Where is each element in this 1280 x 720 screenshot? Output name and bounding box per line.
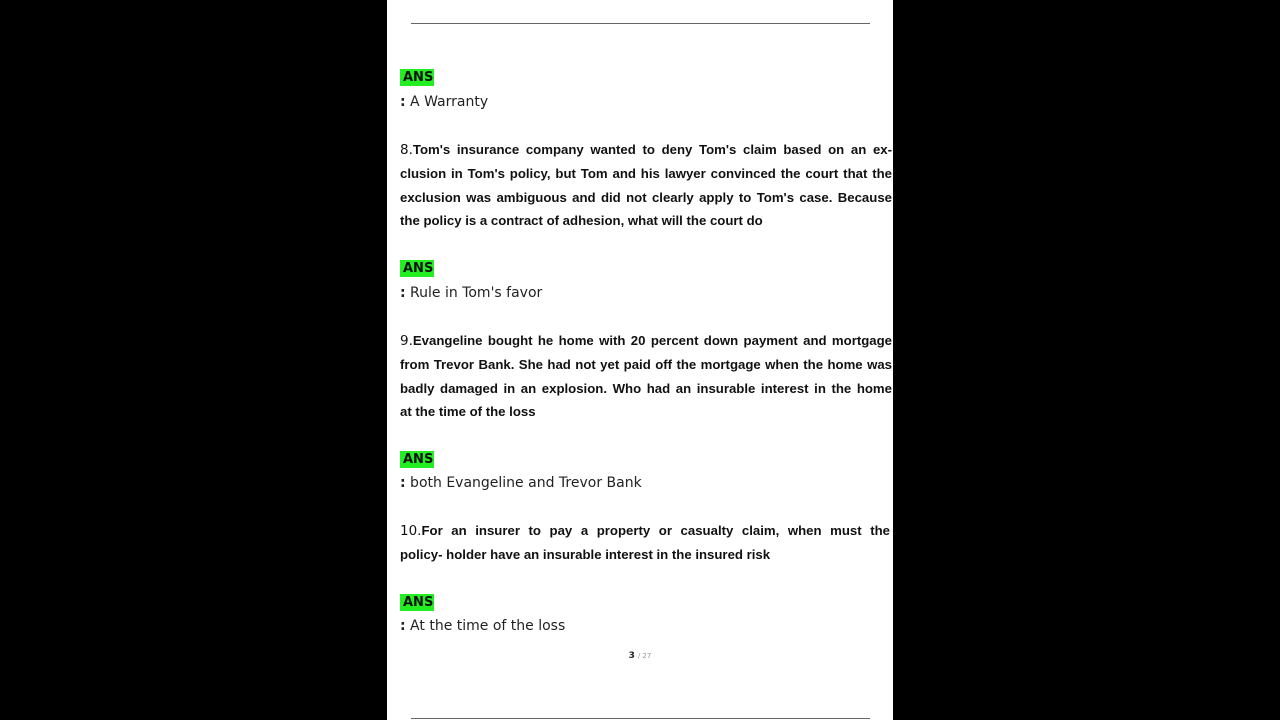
ans-badge: ANS (400, 260, 434, 277)
question-line: exclusion was ambiguous and did not clearly apply to Tom's case. Because (400, 189, 892, 205)
question-line: the policy is a contract of adhesion, what will the court do (400, 213, 763, 229)
question-line: 9.Evangeline bought he home with 20 percent down payment and mortgage (400, 333, 892, 349)
bottom-divider (411, 718, 870, 719)
ans-badge: ANS (400, 69, 434, 86)
question-line: clusion in Tom's policy, but Tom and his lawyer convinced the court that the (400, 165, 892, 181)
question-line: 8.Tom's insurance company wanted to deny Tom's claim based on an ex- (400, 142, 892, 158)
question-line: at the time of the loss (400, 404, 536, 420)
top-divider (411, 23, 870, 24)
question-line: from Trevor Bank. She had not yet paid off the mortgage when the home was (400, 356, 892, 372)
answer-text: : A Warranty (400, 94, 489, 110)
answer-text: : Rule in Tom's favor (400, 285, 543, 301)
question-line: 10.For an insurer to pay a property or casualty claim, when must the (400, 523, 890, 539)
question-line: badly damaged in an explosion. Who had an insurable interest in the home (400, 380, 892, 396)
ans-badge: ANS (400, 594, 434, 611)
question-8 (400, 138, 892, 233)
page-number: 3 / 27 (628, 651, 652, 661)
ans-badge: ANS (400, 451, 434, 468)
question-line: policy- holder have an insurable interest in the insured risk (400, 546, 771, 562)
question-10 (400, 519, 890, 567)
question-9 (400, 329, 892, 424)
answer-text: : At the time of the loss (400, 618, 566, 634)
answer-text: : both Evangeline and Trevor Bank (400, 475, 642, 491)
document-page (387, 0, 893, 720)
